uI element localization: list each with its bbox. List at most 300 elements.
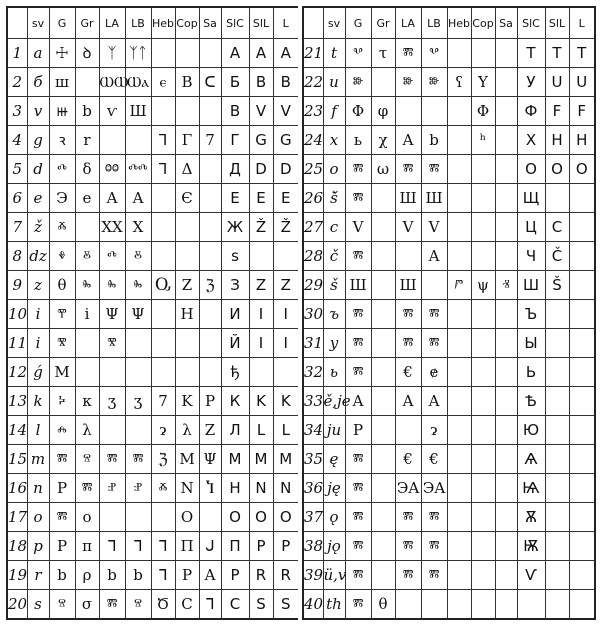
cell-lb: ⰿ [421, 329, 447, 358]
cell-g: Э [49, 184, 75, 213]
table-row [7, 503, 299, 532]
cell-sv: ž [27, 213, 49, 242]
cell-l: O [569, 155, 595, 184]
cell-sil: Z [249, 271, 273, 300]
cell-num: 28 [303, 242, 323, 271]
cell-l: P [273, 532, 299, 561]
cell-heb: ℨ [151, 445, 175, 474]
table-row [7, 532, 299, 561]
cell-gr [75, 68, 99, 97]
cell-la: ⰿ [99, 590, 125, 620]
cell-la: A [99, 184, 125, 213]
cell-sil: P [249, 532, 273, 561]
cell-l: B [273, 68, 299, 97]
cell-sv: jǫ [323, 532, 345, 561]
cell-sil [545, 416, 569, 445]
cell-sa: Z [199, 416, 221, 445]
cell-num: 17 [7, 503, 27, 532]
cell-l: A [273, 39, 299, 68]
header-la: LA [99, 7, 125, 39]
cell-sil [545, 300, 569, 329]
cell-sv: k [27, 387, 49, 416]
cell-lb: X [125, 213, 151, 242]
table-row [303, 561, 595, 590]
cell-lb: ⰿ [421, 561, 447, 590]
cell-num: 39 [303, 561, 323, 590]
header-num [7, 7, 27, 39]
cell-la: € [395, 358, 421, 387]
cell-num: 2 [7, 68, 27, 97]
cell-gr [371, 271, 395, 300]
cell-sv: u [323, 68, 345, 97]
table-row [7, 213, 299, 242]
cell-num: 34 [303, 416, 323, 445]
cell-heb [447, 184, 471, 213]
cell-sil: I [249, 300, 273, 329]
table-row [303, 271, 595, 300]
cell-num: 11 [7, 329, 27, 358]
cell-cop [471, 532, 495, 561]
cell-la [99, 126, 125, 155]
cell-lb [125, 358, 151, 387]
cell-lb: ⱄ [125, 590, 151, 620]
cell-l [569, 503, 595, 532]
cell-g: ⰹ [49, 300, 75, 329]
cell-sil: O [545, 155, 569, 184]
cell-slc: С [221, 590, 249, 620]
cell-g: ⰿ [345, 329, 371, 358]
cell-sa: Ψ [199, 445, 221, 474]
cell-l: I [273, 329, 299, 358]
cell-la [99, 416, 125, 445]
table-row [303, 503, 595, 532]
table-row [303, 590, 595, 620]
cell-heb [447, 416, 471, 445]
cell-sil: O [249, 503, 273, 532]
table-row [7, 68, 299, 97]
cell-gr [371, 184, 395, 213]
cell-heb: ɂ [151, 416, 175, 445]
cell-la [395, 97, 421, 126]
cell-sv: ǵ [27, 358, 49, 387]
cell-lb: Ш [125, 97, 151, 126]
cell-sv: š̆ [323, 184, 345, 213]
header-heb: Heb [447, 7, 471, 39]
cell-cop [471, 155, 495, 184]
table-row [303, 39, 595, 68]
cell-slc [517, 590, 545, 620]
cell-g: ⲿ [49, 97, 75, 126]
cell-sv: i [27, 329, 49, 358]
cell-g: ☩ [49, 39, 75, 68]
cell-cop [175, 97, 199, 126]
cell-sil: L [249, 416, 273, 445]
cell-num: 7 [7, 213, 27, 242]
cell-gr [75, 358, 99, 387]
cell-gr: b [75, 97, 99, 126]
cell-sil: B [249, 68, 273, 97]
cell-slc: ђ [221, 358, 249, 387]
cell-g: ⰿ [345, 445, 371, 474]
cell-l: D [273, 155, 299, 184]
cell-g: ⰿ [49, 445, 75, 474]
cell-slc: О [517, 155, 545, 184]
cell-sv: v [27, 97, 49, 126]
cell-lb: ⱆ [421, 68, 447, 97]
cell-l [569, 271, 595, 300]
cell-heb: ᒣ [151, 561, 175, 590]
cell-num: 4 [7, 126, 27, 155]
cell-slc: Ы [517, 329, 545, 358]
cell-l: R [273, 561, 299, 590]
cell-heb: ⲉ [151, 68, 175, 97]
cell-sv: dz [27, 242, 49, 271]
cell-sil: Č [545, 242, 569, 271]
cell-heb [447, 387, 471, 416]
cell-sil [545, 503, 569, 532]
cell-num: 40 [303, 590, 323, 620]
cell-lb: ᛉᛏ [125, 39, 151, 68]
cell-l [569, 358, 595, 387]
cell-l: G [273, 126, 299, 155]
cell-lb: ⰿ [125, 445, 151, 474]
cell-lb: Ⲱⲁ [125, 68, 151, 97]
cell-g: ⰿ [345, 532, 371, 561]
cell-la: ⰿ [395, 561, 421, 590]
cell-sa [495, 358, 517, 387]
cell-sil: C [545, 213, 569, 242]
cell-num: 25 [303, 155, 323, 184]
cell-lb: ɇ [421, 358, 447, 387]
cell-cop: Y [471, 68, 495, 97]
cell-sil [249, 242, 273, 271]
cell-cop [471, 39, 495, 68]
cell-sv: m [27, 445, 49, 474]
cell-la: ᛉ [99, 39, 125, 68]
cell-heb: ⰶ [151, 474, 175, 503]
header-sa: Sa [199, 7, 221, 39]
cell-heb: ⅂ [151, 155, 175, 184]
cell-g: Φ [345, 97, 371, 126]
cell-sil [545, 329, 569, 358]
cell-l: F [569, 97, 595, 126]
cell-heb [447, 213, 471, 242]
cell-g: ⰷ [49, 242, 75, 271]
cell-sil: M [249, 445, 273, 474]
cell-lb: ⰸ [125, 271, 151, 300]
cell-sv: y [323, 329, 345, 358]
table-row [303, 474, 595, 503]
table-row [303, 68, 595, 97]
cell-cop: N [175, 474, 199, 503]
header-la: LA [395, 7, 421, 39]
cell-heb [447, 358, 471, 387]
cell-gr: i [75, 300, 99, 329]
cell-g: ⰿ [345, 590, 371, 620]
cell-lb [125, 329, 151, 358]
cell-sil [545, 590, 569, 620]
cell-slc: Л [221, 416, 249, 445]
cell-sa [199, 242, 221, 271]
left-table [6, 6, 300, 620]
cell-g: ⰿ [345, 474, 371, 503]
table-row [7, 184, 299, 213]
cell-g: ⰽ [49, 387, 75, 416]
cell-gr: ⰸ [75, 271, 99, 300]
cell-lb: ⰻ [125, 242, 151, 271]
cell-la: ⰿ [395, 532, 421, 561]
cell-gr: ρ [75, 561, 99, 590]
cell-slc: Е [221, 184, 249, 213]
cell-heb [151, 184, 175, 213]
cell-heb [447, 126, 471, 155]
cell-sv: o [323, 155, 345, 184]
table-row [7, 358, 299, 387]
cell-l: K [273, 387, 299, 416]
header-cop: Cop [471, 7, 495, 39]
cell-sil: K [249, 387, 273, 416]
table-row [7, 271, 299, 300]
cell-num: 21 [303, 39, 323, 68]
cell-sa: ⱐ [495, 271, 517, 300]
cell-gr: π [75, 532, 99, 561]
cell-sa [495, 561, 517, 590]
cell-g: P [49, 532, 75, 561]
cell-cop: λ [175, 416, 199, 445]
cell-sa: P [199, 387, 221, 416]
header-l: L [273, 7, 299, 39]
cell-lb [125, 503, 151, 532]
table-row [7, 126, 299, 155]
cell-cop [175, 358, 199, 387]
header-cop: Cop [175, 7, 199, 39]
cell-num: 30 [303, 300, 323, 329]
table-row [303, 97, 595, 126]
cell-num: 32 [303, 358, 323, 387]
cell-gr [371, 300, 395, 329]
cell-sa [495, 532, 517, 561]
cell-num: 20 [7, 590, 27, 620]
cell-l [569, 532, 595, 561]
cell-gr [371, 416, 395, 445]
cell-la: A [395, 387, 421, 416]
cell-g: ⰺ [49, 329, 75, 358]
cell-cop [471, 329, 495, 358]
cell-lb [125, 126, 151, 155]
cell-num: 31 [303, 329, 323, 358]
cell-sv: ę [323, 445, 345, 474]
cell-sv: ju [323, 416, 345, 445]
cell-sv: p [27, 532, 49, 561]
cell-heb [151, 503, 175, 532]
cell-sa [495, 445, 517, 474]
cell-heb [151, 39, 175, 68]
cell-sv: ǫ [323, 503, 345, 532]
cell-g: ⰿ [345, 300, 371, 329]
table-row [303, 445, 595, 474]
header-lb: LB [125, 7, 151, 39]
cell-slc: О [221, 503, 249, 532]
cell-lb [421, 590, 447, 620]
cell-la [395, 242, 421, 271]
cell-sa: ᑕ [199, 68, 221, 97]
cell-gr [75, 213, 99, 242]
header-num [303, 7, 323, 39]
cell-l: L [273, 416, 299, 445]
cell-l [273, 242, 299, 271]
cell-sv: t [323, 39, 345, 68]
cell-g: M [49, 358, 75, 387]
table-row [7, 242, 299, 271]
cell-cop [471, 242, 495, 271]
cell-cop: P [175, 561, 199, 590]
cell-cop [471, 590, 495, 620]
header-sa: Sa [495, 7, 517, 39]
cell-slc: Ц [517, 213, 545, 242]
cell-cop: П [175, 532, 199, 561]
cell-sv: š [323, 271, 345, 300]
cell-la: ⱱ [99, 97, 125, 126]
cell-g: ⰴ [49, 155, 75, 184]
cell-sa [495, 184, 517, 213]
table-row [7, 329, 299, 358]
cell-num: 22 [303, 68, 323, 97]
header-gr: Gr [371, 7, 395, 39]
cell-la: ⲰⲰ [99, 68, 125, 97]
cell-sil [545, 387, 569, 416]
cell-num: 6 [7, 184, 27, 213]
cell-l: N [273, 474, 299, 503]
cell-slc: Ѩ [517, 474, 545, 503]
cell-sil: G [249, 126, 273, 155]
cell-cop [175, 213, 199, 242]
cell-l [273, 358, 299, 387]
cell-slc: Ѣ [517, 387, 545, 416]
cell-g: ⰿ [49, 503, 75, 532]
cell-sil: E [249, 184, 273, 213]
cell-la [99, 358, 125, 387]
cell-heb [447, 561, 471, 590]
cell-g: V [345, 213, 371, 242]
cell-l: U [569, 68, 595, 97]
cell-gr: θ [371, 590, 395, 620]
cell-l: Ž [273, 213, 299, 242]
cell-heb [447, 474, 471, 503]
cell-sa [495, 97, 517, 126]
cell-sa [495, 300, 517, 329]
right-header-row [303, 7, 595, 39]
cell-la: ⰿ [395, 300, 421, 329]
cell-gr: λ [75, 416, 99, 445]
table-row [7, 39, 299, 68]
cell-sv: ъ [323, 300, 345, 329]
table-row [7, 300, 299, 329]
cell-l [569, 387, 595, 416]
cell-num: 5 [7, 155, 27, 184]
cell-cop [175, 242, 199, 271]
table-row [7, 590, 299, 620]
cell-l [569, 416, 595, 445]
cell-lb: V [421, 213, 447, 242]
left-header-row [7, 7, 299, 39]
cell-heb [151, 300, 175, 329]
table-row [303, 416, 595, 445]
cell-lb: b [125, 561, 151, 590]
cell-lb: ⰲ [421, 39, 447, 68]
cell-g: ь [345, 126, 371, 155]
cell-gr: τ [371, 39, 395, 68]
cell-gr [371, 329, 395, 358]
cell-heb: ⅂ [151, 126, 175, 155]
cell-sv: f [323, 97, 345, 126]
cell-la: ⰿ [395, 39, 421, 68]
cell-lb: ⰿ [421, 300, 447, 329]
cell-gr [371, 358, 395, 387]
cell-la: ⰿ [99, 445, 125, 474]
cell-la [99, 503, 125, 532]
cell-sil [249, 358, 273, 387]
cell-num: 1 [7, 39, 27, 68]
table-row [303, 213, 595, 242]
cell-lb: Ψ [125, 300, 151, 329]
cell-cop [471, 213, 495, 242]
table-row [7, 387, 299, 416]
cell-sv: g [27, 126, 49, 155]
cell-heb [447, 329, 471, 358]
cell-sa [495, 329, 517, 358]
cell-g: ⰿ [345, 503, 371, 532]
cell-heb [447, 300, 471, 329]
cell-sv: l [27, 416, 49, 445]
cell-g: ⰿ [345, 242, 371, 271]
right-table [302, 6, 596, 620]
cell-cop: ʰ [471, 126, 495, 155]
cell-gr: ⰿ [75, 474, 99, 503]
cell-cop [471, 300, 495, 329]
cell-l: E [273, 184, 299, 213]
cell-sa [199, 300, 221, 329]
table-row [303, 184, 595, 213]
cell-sa [495, 242, 517, 271]
header-lb: LB [421, 7, 447, 39]
cell-l [569, 213, 595, 242]
cell-g: θ [49, 271, 75, 300]
cell-sa [199, 213, 221, 242]
table-row [303, 300, 595, 329]
cell-slc: Д [221, 155, 249, 184]
cell-sa [495, 387, 517, 416]
cell-gr: δ [75, 155, 99, 184]
cell-sv: ü,v [323, 561, 345, 590]
cell-gr: ⰻ [75, 242, 99, 271]
cell-sa [495, 416, 517, 445]
cell-la: ⰸ [99, 271, 125, 300]
cell-g: ⱄ [49, 590, 75, 620]
cell-lb [125, 416, 151, 445]
cell-heb [447, 97, 471, 126]
cell-sil: S [249, 590, 273, 620]
cell-sa: A [199, 561, 221, 590]
cell-g: P [345, 416, 371, 445]
cell-cop: C [175, 590, 199, 620]
cell-g: Ш [345, 271, 371, 300]
cell-num: 3 [7, 97, 27, 126]
cell-l: M [273, 445, 299, 474]
cell-num: 12 [7, 358, 27, 387]
cell-heb [151, 242, 175, 271]
cell-sv: r [27, 561, 49, 590]
cell-num: 38 [303, 532, 323, 561]
